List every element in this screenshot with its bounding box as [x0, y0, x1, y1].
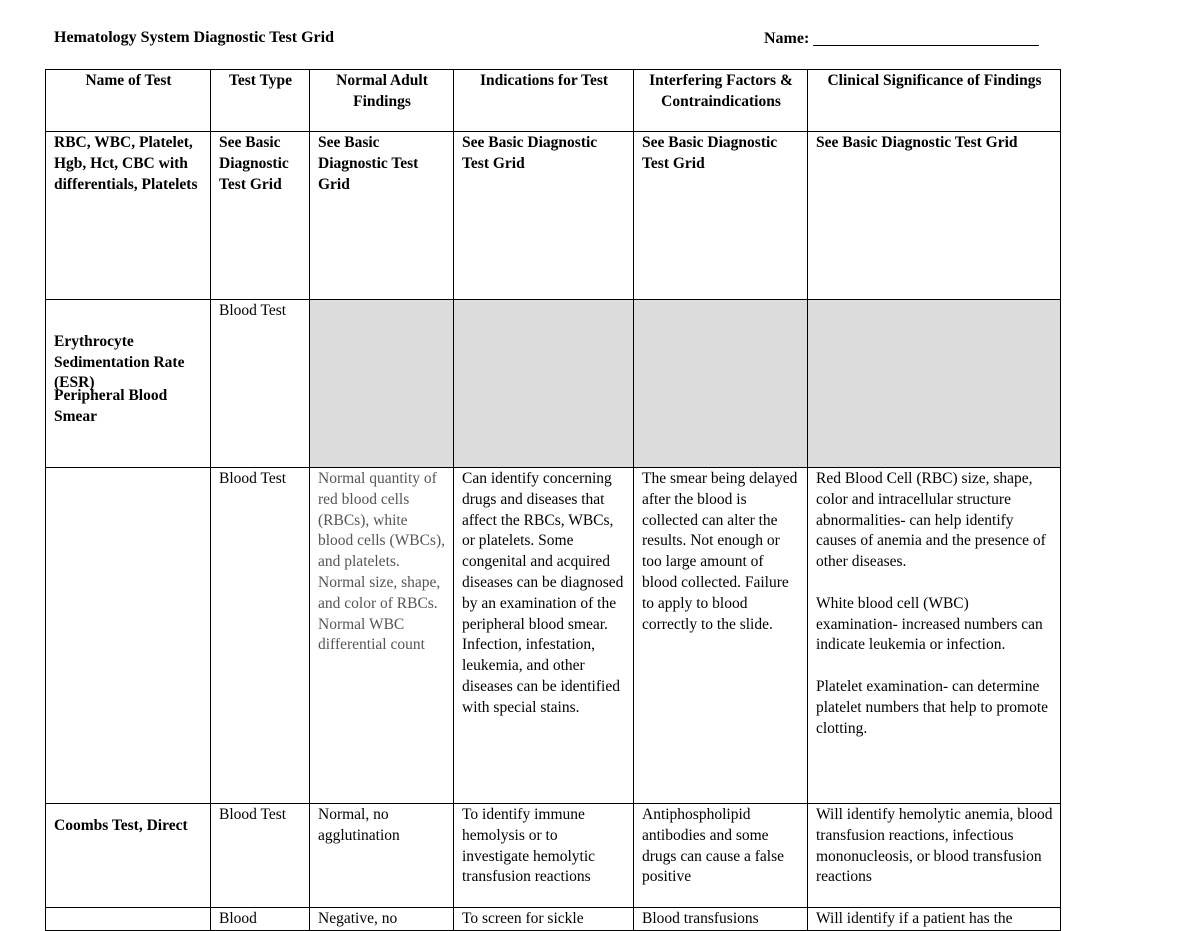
normal-findings-cell: Negative, no	[310, 908, 454, 931]
clinical-significance-cell[interactable]	[808, 300, 1061, 468]
normal-findings-cell: Normal, no agglutination	[310, 804, 454, 908]
wbc-significance-text: White blood cell (WBC) examination- increased numbers can indicate leukemia or infection.	[816, 594, 1043, 654]
header-test-type: Test Type	[211, 70, 310, 132]
clinical-significance-cell: See Basic Diagnostic Test Grid	[808, 132, 1061, 300]
header-indications: Indications for Test	[454, 70, 634, 132]
table-row	[46, 468, 1061, 804]
indications-cell: See Basic Diagnostic Test Grid	[454, 132, 634, 300]
diagnostic-test-grid	[45, 69, 1061, 931]
test-name-cell	[46, 300, 211, 468]
header-row	[46, 70, 1061, 132]
name-field[interactable]	[764, 29, 1039, 48]
indications-cell: Can identify concerning drugs and diseases that affect the RBCs, WBCs, or platelets. Some congenital and acquired diseases can be diagnosed by an examination of the peripheral blood smear. Infection, infestation, leukemia, and other diseases can be identified with special stains.	[454, 468, 634, 804]
table-row	[46, 132, 1061, 300]
normal-findings-cell: See Basic Diagnostic Test Grid	[310, 132, 454, 300]
test-type-cell: Blood	[211, 908, 310, 931]
clinical-significance-cell: Will identify hemolytic anemia, blood transfusion reactions, infectious mononucleosis, or blood transfusion reactions	[808, 804, 1061, 908]
clinical-significance-cell	[808, 468, 1061, 804]
header-name-of-test: Name of Test	[46, 70, 211, 132]
interfering-factors-cell: Blood transfusions	[634, 908, 808, 931]
table-row	[46, 908, 1061, 931]
page-title: Hematology System Diagnostic Test Grid	[54, 29, 334, 46]
test-name-text: Erythrocyte Sedimentation Rate (ESR)	[54, 332, 185, 392]
test-name-cell	[46, 387, 211, 804]
normal-findings-cell[interactable]	[310, 300, 454, 468]
test-name-text: Peripheral Blood Smear	[54, 387, 168, 425]
table-row	[46, 804, 1061, 908]
header-clinical-significance: Clinical Significance of Findings	[808, 70, 1061, 132]
test-name-cell: RBC, WBC, Platelet, Hgb, Hct, CBC with differentials, Platelets	[46, 132, 211, 300]
test-type-cell: Blood Test	[211, 804, 310, 908]
indications-cell: To screen for sickle	[454, 908, 634, 931]
name-input-line[interactable]	[813, 29, 1039, 46]
name-label: Name:	[764, 30, 810, 47]
test-name-cell	[46, 908, 211, 931]
normal-findings-cell: Normal quantity of red blood cells (RBCs), white blood cells (WBCs), and platelets. Normal size, shape, and color of RBCs. Normal WBC differential count	[310, 468, 454, 804]
interfering-factors-cell: See Basic Diagnostic Test Grid	[634, 132, 808, 300]
header-interfering-factors: Interfering Factors & Contraindications	[634, 70, 808, 132]
rbc-significance-text: Red Blood Cell (RBC) size, shape, color and intracellular structure abnormalities- can help identify causes of anemia and the presence of other diseases.	[816, 470, 1046, 571]
test-name-text: Coombs Test, Direct	[54, 817, 188, 834]
indications-cell: To identify immune hemolysis or to investigate hemolytic transfusion reactions	[454, 804, 634, 908]
interfering-factors-cell[interactable]	[634, 300, 808, 468]
test-name-cell	[46, 804, 211, 908]
interfering-factors-cell: Antiphospholipid antibodies and some drugs can cause a false positive	[634, 804, 808, 908]
indications-cell[interactable]	[454, 300, 634, 468]
table-row	[46, 300, 1061, 468]
clinical-significance-cell: Will identify if a patient has the	[808, 908, 1061, 931]
test-type-cell: Blood Test	[211, 300, 310, 468]
test-type-cell: Blood Test	[211, 468, 310, 804]
test-type-cell: See Basic Diagnostic Test Grid	[211, 132, 310, 300]
interfering-factors-cell: The smear being delayed after the blood is collected can alter the results. Not enough or too large amount of blood collected. Failure to apply to blood correctly to the slide.	[634, 468, 808, 804]
header-normal-findings: Normal Adult Findings	[310, 70, 454, 132]
platelet-significance-text: Platelet examination- can determine platelet numbers that help to promote clotting.	[816, 677, 1049, 737]
